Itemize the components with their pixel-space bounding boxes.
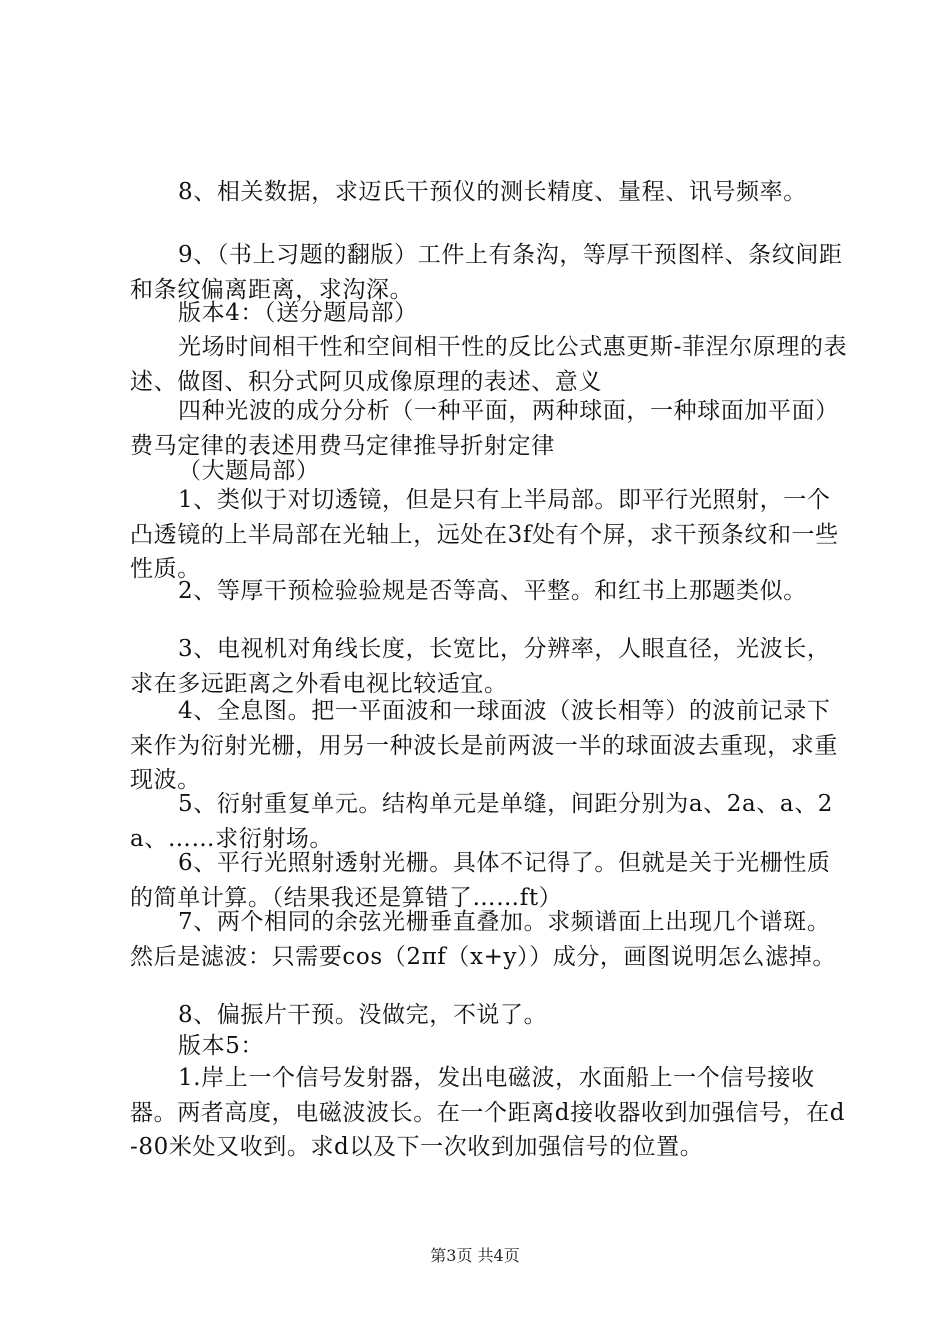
paragraph-12: 6、平行光照射透射光栅。具体不记得了。但就是关于光栅性质的简单计算。（结果我还是算错了……ft） — [130, 850, 831, 911]
paragraph-7: 1、类似于对切透镜，但是只有上半局部。即平行光照射，一个凸透镜的上半局部在光轴上，远处在3f处有个屏，求干预条纹和一些性质。 — [130, 487, 839, 582]
paragraph-10: 4、全息图。把一平面波和一球面波（波长相等）的波前记录下来作为衍射光栅，用另一种波长是前两波一半的球面波去重现，求重现波。 — [130, 698, 838, 793]
paragraph-5: 四种光波的成分分析（一种平面，两种球面，一种球面加平面）费马定律的表述用费马定律推导折射定律 — [130, 398, 839, 459]
paragraph-11: 5、衍射重复单元。结构单元是单缝，间距分别为a、2a、a、2a、……求衍射场。 — [130, 791, 834, 852]
paragraph-16: 1.岸上一个信号发射器，发出电磁波，水面船上一个信号接收器。两者高度，电磁波波长。在一个距离d接收器收到加强信号，在d-80米处又收到。求d以及下一次收到加强信号的位置。 — [130, 1065, 846, 1160]
paragraph-2: 9、（书上习题的翻版）工件上有条沟，等厚干预图样、条纹间距和条纹偏离距离，求沟深。 — [130, 242, 843, 303]
paragraph-14: 8、偏振片干预。没做完，不说了。 — [178, 1002, 548, 1028]
paragraph-3: 版本4：（送分题局部） — [178, 300, 418, 326]
paragraph-4: 光场时间相干性和空间相干性的反比公式惠更斯-菲涅尔原理的表述、做图、积分式阿贝成像原理的表述、意义 — [130, 334, 848, 395]
paragraph-6: （大题局部） — [178, 458, 320, 484]
page-footer: 第3页 共4页 — [430, 1246, 520, 1265]
paragraph-15: 版本5： — [178, 1033, 265, 1059]
paragraph-8: 2、等厚干预检验验规是否等高、平整。和红书上那题类似。 — [178, 578, 807, 604]
paragraph-13: 7、两个相同的余弦光栅垂直叠加。求频谱面上出现几个谱斑。然后是滤波：只需要cos（2πf（x+y））成分，画图说明怎么滤掉。 — [130, 909, 836, 970]
paragraph-1: 8、相关数据，求迈氏干预仪的测长精度、量程、讯号频率。 — [178, 179, 807, 205]
paragraph-9: 3、电视机对角线长度，长宽比，分辨率，人眼直径，光波长，求在多远距离之外看电视比较适宜。 — [130, 636, 831, 697]
